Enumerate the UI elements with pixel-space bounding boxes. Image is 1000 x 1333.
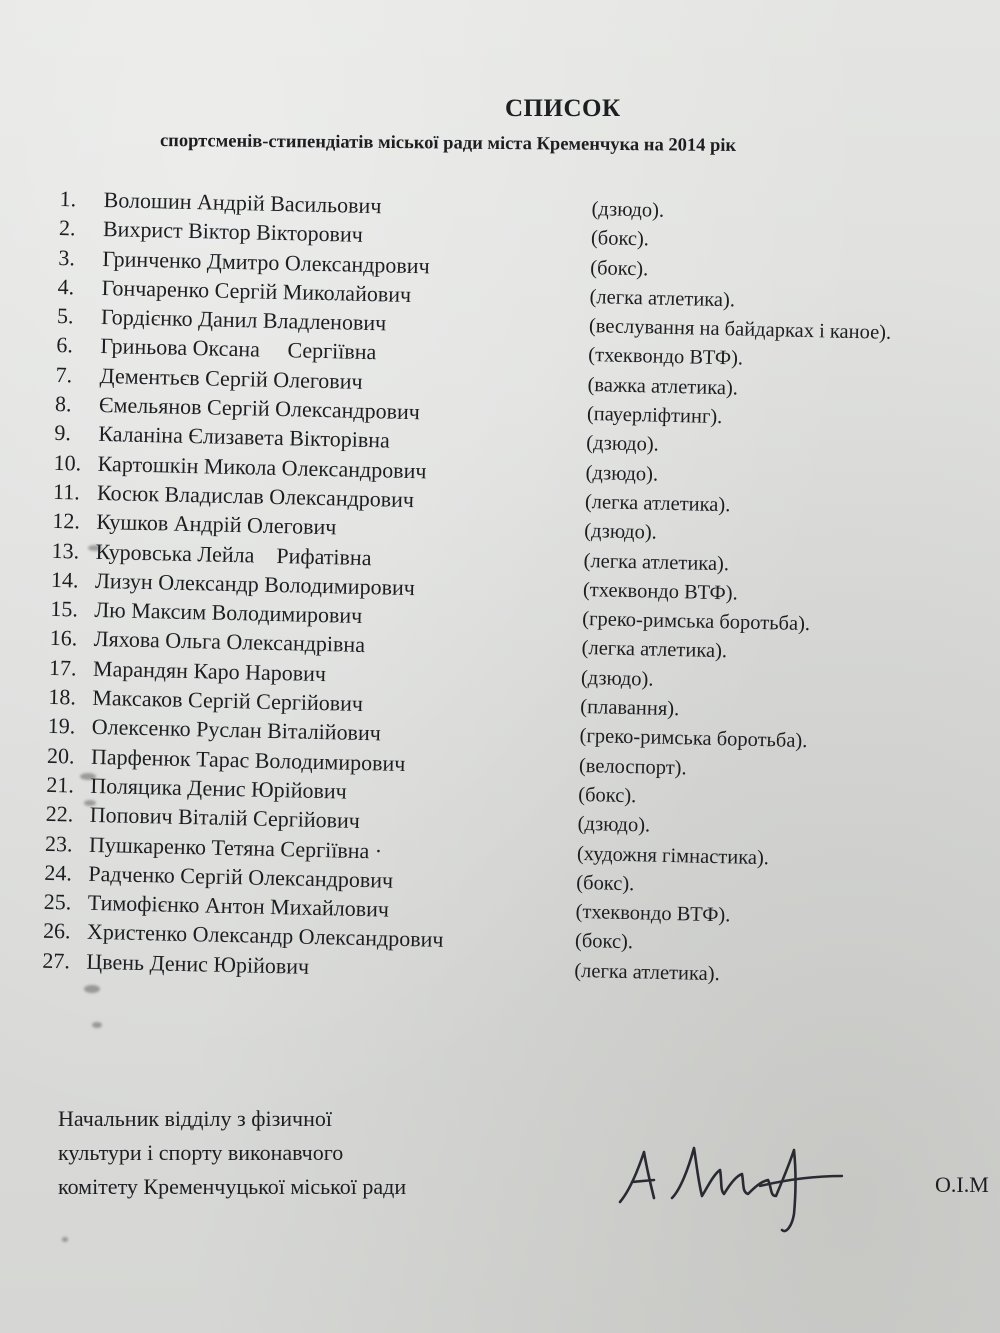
item-number: 22. <box>45 801 74 827</box>
athlete-name: Олексенко Руслан Віталійович <box>91 714 382 746</box>
athlete-name: Лизун Олександр Володимирович <box>94 567 416 601</box>
signatory-position <box>58 1102 406 1204</box>
athlete-sport: (легка атлетика). <box>581 637 728 663</box>
athlete-sport: (дзюдо). <box>586 432 660 457</box>
athletes-list <box>42 186 1000 998</box>
athlete-sport: (дзюдо). <box>577 813 651 837</box>
item-number: 4. <box>57 273 75 300</box>
ink-smudge <box>62 1237 68 1242</box>
item-number: 12. <box>52 508 81 534</box>
item-number: 1. <box>59 186 77 212</box>
item-number: 10. <box>53 449 82 476</box>
athlete-sport: (тхеквондо ВТФ). <box>588 344 744 371</box>
item-number: 5. <box>56 303 74 329</box>
athlete-name: Христенко Олександр Олександрович <box>86 919 444 953</box>
athlete-name: Гордієнко Данил Владленович <box>100 304 387 336</box>
position-line: комітету Кременчуцької міської ради <box>58 1174 407 1199</box>
athlete-name: Картошкін Микола Олександрович <box>97 450 427 484</box>
athlete-name: Дементьєв Сергій Олегович <box>99 362 363 394</box>
item-number: 21. <box>46 771 75 798</box>
athlete-name: Каланіна Єлизавета Вікторівна <box>98 421 391 453</box>
athlete-name: Поляцика Денис Юрійович <box>90 772 348 804</box>
item-number: 20. <box>46 742 75 769</box>
item-number: 24. <box>44 859 73 886</box>
item-number: 19. <box>47 713 76 739</box>
ink-smudge <box>84 985 100 993</box>
item-number: 3. <box>58 244 76 270</box>
athlete-sport: (бокс). <box>578 783 637 808</box>
item-number: 18. <box>48 683 77 710</box>
athlete-sport: (дзюдо). <box>591 198 665 222</box>
athlete-name: Попович Віталій Сергійович <box>89 802 361 834</box>
item-number: 26. <box>42 918 71 944</box>
athlete-sport: (бокс). <box>590 227 650 251</box>
athlete-name: Кушков Андрій Олегович <box>96 509 337 540</box>
athlete-sport: (дзюдо). <box>584 520 658 544</box>
position-line: культури і спорту виконавчого <box>58 1140 344 1165</box>
athlete-name: Парфенюк Тарас Володимирович <box>90 743 406 776</box>
athlete-sport: (бокс). <box>590 256 649 280</box>
athlete-name: Волошин Андрій Васильович <box>103 186 382 219</box>
item-number: 25. <box>43 888 72 915</box>
athlete-name: Гринченко Дмитро Олександрович <box>102 245 430 278</box>
athlete-sport: (тхеквондо ВТФ). <box>575 901 731 927</box>
item-number: 6. <box>56 332 74 358</box>
athlete-sport: (легка атлетика). <box>574 959 720 985</box>
athlete-sport: (бокс). <box>574 930 634 954</box>
ink-smudge <box>92 1022 102 1028</box>
athlete-name: Пушкаренко Тетяна Сергіївна · <box>88 831 383 864</box>
athlete-name: Косюк Владислав Олександрович <box>96 479 415 513</box>
athlete-name: Максаков Сергій Сергійович <box>92 684 364 717</box>
item-number: 11. <box>52 478 81 505</box>
athlete-sport: (греко-римська боротьба). <box>579 725 808 753</box>
athlete-sport: (веслування на байдарках і каное). <box>588 315 892 345</box>
athlete-name: Гриньова Оксана Сергіївна <box>100 333 377 365</box>
document-subtitle: спортсменів-стипендіатів міської ради міста Кременчука на 2014 рік <box>159 131 737 157</box>
athlete-sport: (пауерліфтинг). <box>586 403 723 429</box>
athlete-name: Гончаренко Сергій Миколайович <box>101 274 412 307</box>
athlete-sport: (художня гімнастика). <box>576 842 770 869</box>
item-number: 16. <box>49 625 78 651</box>
athlete-sport: (греко-римська боротьба). <box>582 608 811 636</box>
item-number: 9. <box>54 420 72 446</box>
athlete-sport: (бокс). <box>576 871 635 896</box>
athlete-name: Марандян Каро Нарович <box>92 655 327 686</box>
item-number: 23. <box>44 830 73 856</box>
item-number: 27. <box>42 947 71 974</box>
item-number: 15. <box>50 596 79 622</box>
item-number: 2. <box>58 215 76 241</box>
athlete-sport: (дзюдо). <box>585 461 659 486</box>
item-number: 17. <box>48 654 77 681</box>
athlete-name: Лю Максим Володимирович <box>94 597 363 629</box>
athlete-name: Цвень Денис Юрійович <box>86 948 310 979</box>
athlete-name: Ємельянов Сергій Олександрович <box>98 392 421 425</box>
athlete-sport: (легка атлетика). <box>589 285 736 312</box>
item-number: 8. <box>54 391 72 417</box>
document-title: СПИСОК <box>505 95 621 122</box>
athlete-sport: (дзюдо). <box>580 666 654 691</box>
item-number: 13. <box>51 537 80 564</box>
athlete-name: Тимофієнко Антон Михайлович <box>87 889 390 922</box>
athlete-sport: (плавання). <box>580 695 680 721</box>
athlete-sport: (тхеквондо ВТФ). <box>582 578 738 605</box>
athlete-name: Ляхова Ольга Олександрівна <box>93 626 366 658</box>
athlete-sport: (легка атлетика). <box>583 549 730 575</box>
athlete-name: Куровська Лейла Рифатівна <box>95 538 372 570</box>
athlete-sport: (важка атлетика). <box>587 373 739 400</box>
position-line: Начальник відділу з фізичної <box>58 1106 332 1131</box>
athlete-sport: (легка атлетика). <box>584 490 731 517</box>
handwritten-signature <box>610 1130 850 1240</box>
athlete-name: Вихрист Віктор Вікторович <box>102 216 364 248</box>
athlete-sport: (велоспорт). <box>578 754 687 780</box>
item-number: 14. <box>50 566 79 593</box>
item-number: 7. <box>55 361 73 388</box>
signatory-initials: О.І.М <box>935 1172 989 1197</box>
athlete-name: Радченко Сергій Олександрович <box>88 860 394 893</box>
